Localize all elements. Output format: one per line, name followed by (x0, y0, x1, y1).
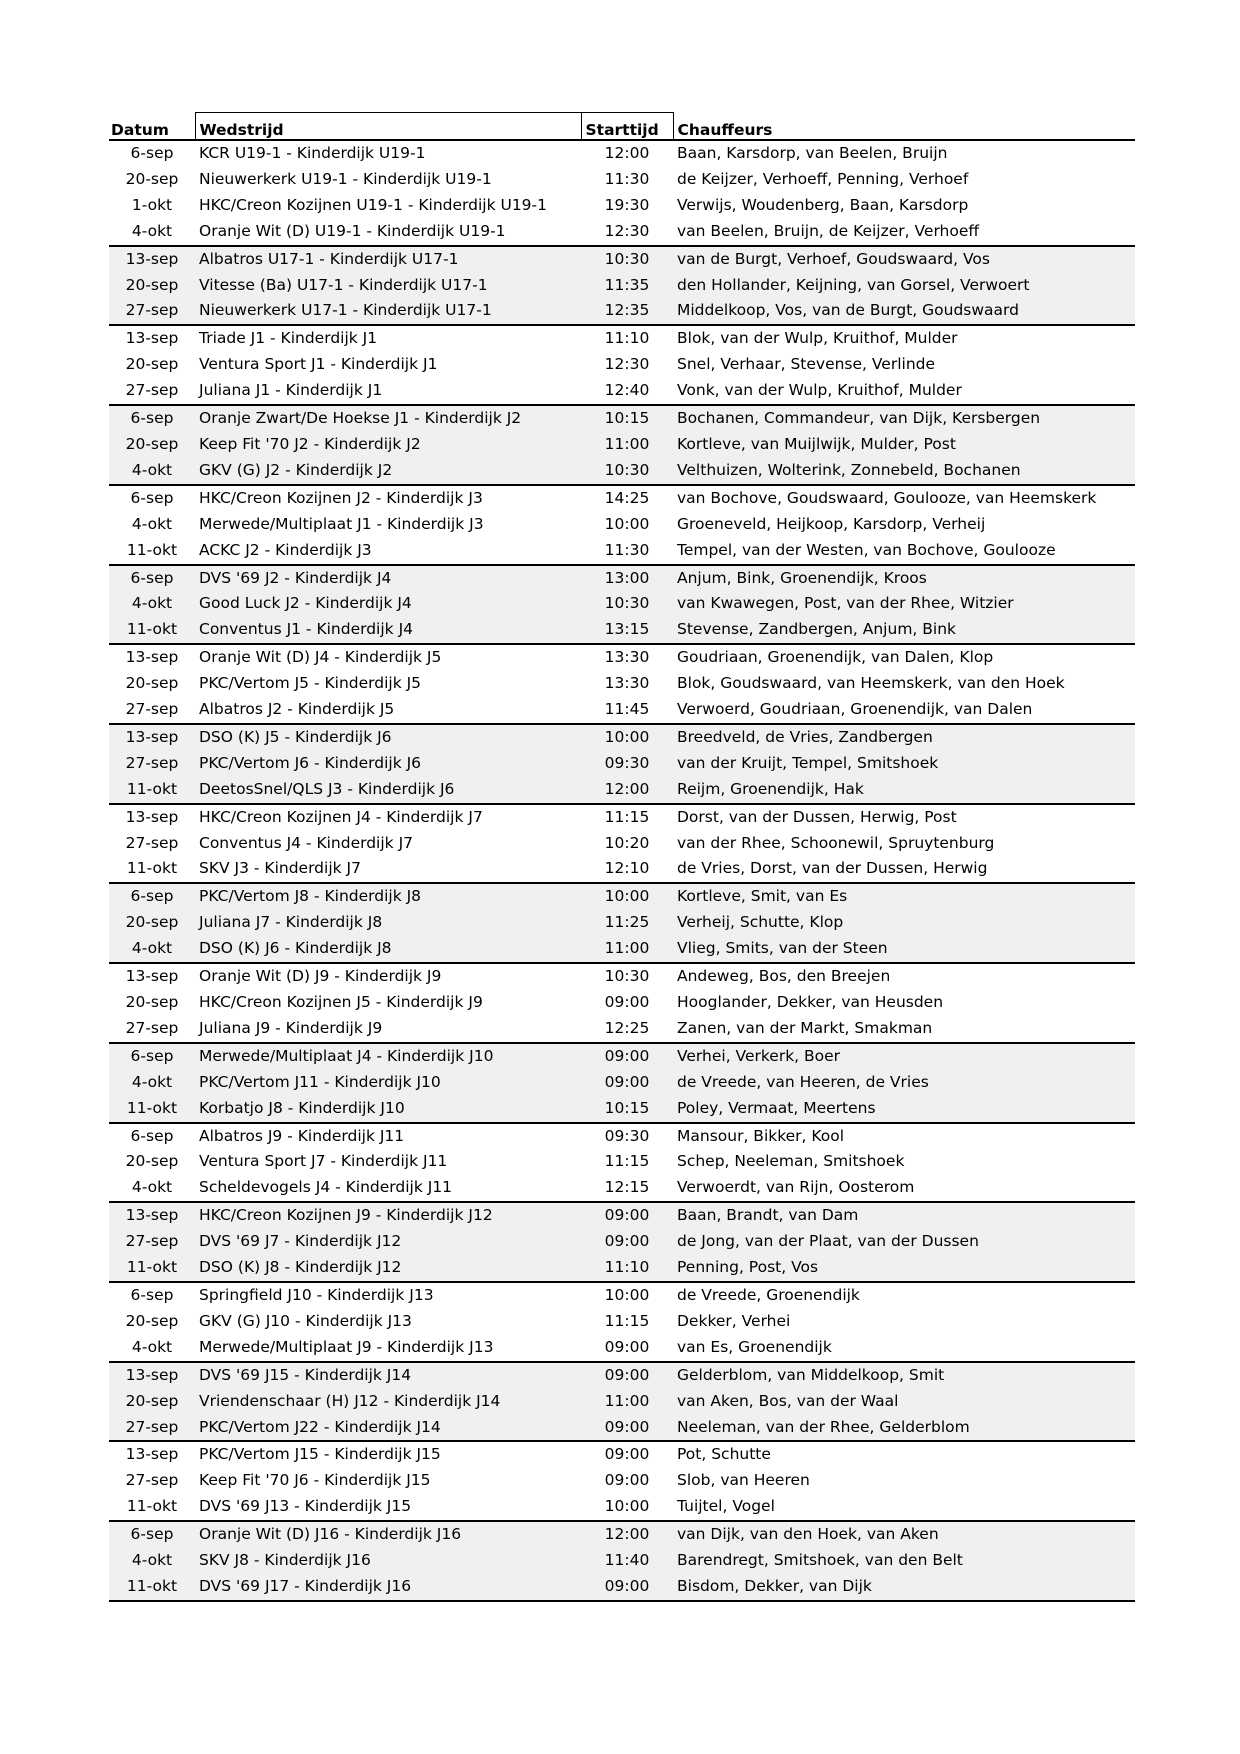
match-cell: DVS '69 J13 - Kinderdijk J15 (199, 1497, 412, 1516)
table-row (109, 1229, 1135, 1255)
date-cell: 6-sep (109, 1521, 195, 1548)
match-cell: HKC/Creon Kozijnen J5 - Kinderdijk J9 (199, 993, 483, 1011)
match-cell: PKC/Vertom J5 - Kinderdijk J5 (199, 674, 422, 693)
date-cell: 6-sep (130, 144, 174, 162)
date-cell: 20-sep (125, 355, 179, 374)
time-cell: 09:30 (581, 1123, 673, 1150)
match-cell: KCR U19-1 - Kinderdijk U19-1 (199, 144, 426, 162)
drivers-cell: Verheij, Schutte, Klop (673, 910, 1135, 936)
drivers-cell: Blok, van der Wulp, Kruithof, Mulder (673, 325, 1135, 352)
date-cell: 20-sep (125, 169, 179, 188)
time-cell: 09:00 (581, 1441, 673, 1468)
time-cell: 10:15 (581, 1096, 673, 1123)
drivers-cell: Tuijtel, Vogel (677, 1497, 775, 1516)
drivers-cell: van der Rhee, Schoonewil, Spruytenburg (677, 833, 995, 852)
table-row (109, 432, 1135, 458)
table-row (109, 831, 1135, 857)
match-cell: HKC/Creon Kozijnen J4 - Kinderdijk J7 (195, 804, 581, 831)
match-cell: Nieuwerkerk U19-1 - Kinderdijk U19-1 (199, 169, 492, 188)
match-cell: Oranje Wit (D) J4 - Kinderdijk J5 (195, 644, 581, 671)
match-cell: Vitesse (Ba) U17-1 - Kinderdijk U17-1 (195, 273, 581, 299)
table-row (109, 644, 1135, 671)
drivers-cell: Blok, Goudswaard, van Heemskerk, van den Hoek (677, 674, 1065, 693)
time-cell: 09:00 (581, 1202, 673, 1229)
time-cell: 09:00 (581, 1229, 673, 1255)
time-cell: 11:15 (604, 1311, 650, 1330)
match-cell: DVS '69 J15 - Kinderdijk J14 (195, 1362, 581, 1389)
table-row (109, 963, 1135, 990)
time-cell: 11:45 (604, 700, 650, 719)
time-cell: 11:35 (581, 273, 673, 299)
drivers-cell: van Es, Groenendijk (677, 1337, 832, 1356)
drivers-cell: Anjum, Bink, Groenendijk, Kroos (673, 565, 1135, 592)
drivers-cell: Verwijs, Woudenberg, Baan, Karsdorp (677, 195, 969, 214)
drivers-cell: van Beelen, Bruijn, de Keijzer, Verhoeff (677, 221, 980, 240)
time-cell: 11:15 (581, 804, 673, 831)
table-row (109, 246, 1135, 273)
match-cell: Oranje Wit (D) U19-1 - Kinderdijk U19-1 (199, 221, 506, 240)
drivers-cell: Bochanen, Commandeur, van Dijk, Kersbergen (673, 405, 1135, 432)
table-row (109, 1282, 1135, 1309)
drivers-cell: Kortleve, van Muijlwijk, Mulder, Post (673, 432, 1135, 458)
date-cell: 4-okt (109, 1548, 195, 1574)
time-cell: 10:00 (581, 724, 673, 751)
time-cell: 12:00 (581, 777, 673, 804)
table-row (109, 458, 1135, 485)
time-cell: 09:00 (581, 1415, 673, 1442)
table-row (109, 512, 1135, 538)
time-cell: 14:25 (581, 485, 673, 512)
date-cell: 13-sep (109, 724, 195, 751)
date-cell: 20-sep (109, 432, 195, 458)
table-row (109, 298, 1135, 325)
time-cell: 09:30 (581, 751, 673, 777)
match-cell: Conventus J1 - Kinderdijk J4 (195, 617, 581, 644)
drivers-cell: Verhei, Verkerk, Boer (673, 1043, 1135, 1070)
table-row (109, 1043, 1135, 1070)
date-cell: 11-okt (109, 1574, 195, 1601)
match-cell: DeetosSnel/QLS J3 - Kinderdijk J6 (195, 777, 581, 804)
drivers-cell: de Vries, Dorst, van der Dussen, Herwig (677, 859, 988, 878)
date-cell: 4-okt (131, 1337, 173, 1356)
drivers-cell: den Hollander, Keijning, van Gorsel, Verwoert (673, 273, 1135, 299)
match-cell: DSO (K) J8 - Kinderdijk J12 (195, 1255, 581, 1282)
header-row (109, 113, 1135, 141)
time-cell: 09:00 (604, 993, 650, 1011)
date-cell: 20-sep (109, 273, 195, 299)
header-match: Wedstrijd (195, 113, 581, 141)
date-cell: 11-okt (126, 859, 178, 878)
match-cell: Good Luck J2 - Kinderdijk J4 (195, 591, 581, 617)
table-row (109, 352, 1135, 378)
drivers-cell: Poley, Vermaat, Meertens (673, 1096, 1135, 1123)
match-cell: PKC/Vertom J15 - Kinderdijk J15 (195, 1441, 581, 1468)
date-cell: 6-sep (109, 565, 195, 592)
table-row (109, 697, 1135, 724)
header-drivers: Chauffeurs (673, 113, 1135, 141)
table-row (109, 1149, 1135, 1175)
drivers-cell: Vonk, van der Wulp, Kruithof, Mulder (677, 381, 962, 400)
drivers-cell: van Bochove, Goudswaard, Goulooze, van Heemskerk (673, 485, 1135, 512)
match-cell: GKV (G) J10 - Kinderdijk J13 (199, 1311, 412, 1330)
time-cell: 12:00 (604, 144, 650, 162)
time-cell: 11:30 (604, 540, 650, 559)
drivers-cell: Verwoerd, Goudriaan, Groenendijk, van Dalen (677, 700, 1033, 719)
match-cell: DSO (K) J6 - Kinderdijk J8 (195, 936, 581, 963)
drivers-cell: Kortleve, Smit, van Es (673, 883, 1135, 910)
table-row (109, 751, 1135, 777)
date-cell: 11-okt (126, 540, 178, 559)
time-cell: 12:40 (604, 381, 650, 400)
drivers-cell: Bisdom, Dekker, van Dijk (673, 1574, 1135, 1601)
time-cell: 11:10 (581, 1255, 673, 1282)
time-cell: 12:30 (604, 355, 650, 374)
match-cell: Merwede/Multiplaat J9 - Kinderdijk J13 (199, 1337, 494, 1356)
drivers-cell: Goudriaan, Groenendijk, van Dalen, Klop (673, 644, 1135, 671)
table-row (109, 936, 1135, 963)
match-cell: SKV J3 - Kinderdijk J7 (199, 859, 361, 878)
drivers-cell: Schep, Neeleman, Smitshoek (677, 1152, 905, 1171)
date-cell: 20-sep (125, 1152, 179, 1171)
date-cell: 4-okt (131, 221, 173, 240)
table-row (109, 378, 1135, 405)
table-row (109, 1362, 1135, 1389)
date-cell: 11-okt (109, 1255, 195, 1282)
time-cell: 11:00 (581, 1389, 673, 1415)
time-cell: 11:30 (604, 169, 650, 188)
drivers-cell: van der Kruijt, Tempel, Smitshoek (673, 751, 1135, 777)
date-cell: 6-sep (109, 883, 195, 910)
date-cell: 13-sep (109, 1202, 195, 1229)
table-row (109, 1175, 1135, 1202)
match-cell: Triade J1 - Kinderdijk J1 (195, 325, 581, 352)
match-cell: Juliana J1 - Kinderdijk J1 (199, 381, 383, 400)
time-cell: 13:15 (581, 617, 673, 644)
time-cell: 13:30 (581, 644, 673, 671)
match-cell: Oranje Wit (D) J9 - Kinderdijk J9 (195, 963, 581, 990)
time-cell: 09:00 (581, 1043, 673, 1070)
time-cell: 10:30 (581, 591, 673, 617)
schedule-table (109, 112, 1135, 1602)
header-date: Datum (109, 113, 195, 141)
date-cell: 13-sep (109, 325, 195, 352)
time-cell: 10:30 (581, 246, 673, 273)
drivers-cell: van de Burgt, Verhoef, Goudswaard, Vos (673, 246, 1135, 273)
table-row (109, 140, 1135, 167)
time-cell: 10:00 (604, 514, 650, 533)
date-cell: 20-sep (109, 1389, 195, 1415)
drivers-cell: Gelderblom, van Middelkoop, Smit (673, 1362, 1135, 1389)
match-cell: Juliana J7 - Kinderdijk J8 (195, 910, 581, 936)
drivers-cell: Snel, Verhaar, Stevense, Verlinde (677, 355, 936, 374)
match-cell: SKV J8 - Kinderdijk J16 (195, 1548, 581, 1574)
time-cell: 12:30 (604, 221, 650, 240)
match-cell: Keep Fit '70 J6 - Kinderdijk J15 (199, 1471, 431, 1490)
match-cell: Juliana J9 - Kinderdijk J9 (199, 1018, 383, 1037)
match-cell: GKV (G) J2 - Kinderdijk J2 (195, 458, 581, 485)
time-cell: 10:00 (581, 1282, 673, 1309)
drivers-cell: Zanen, van der Markt, Smakman (677, 1018, 933, 1037)
drivers-cell: Verwoerdt, van Rijn, Oosterom (677, 1178, 915, 1197)
date-cell: 27-sep (109, 1415, 195, 1442)
drivers-cell: Breedveld, de Vries, Zandbergen (673, 724, 1135, 751)
match-cell: Albatros U17-1 - Kinderdijk U17-1 (195, 246, 581, 273)
table-row (109, 777, 1135, 804)
match-cell: PKC/Vertom J6 - Kinderdijk J6 (195, 751, 581, 777)
match-cell: DSO (K) J5 - Kinderdijk J6 (195, 724, 581, 751)
drivers-cell: Stevense, Zandbergen, Anjum, Bink (673, 617, 1135, 644)
date-cell: 13-sep (109, 1441, 195, 1468)
drivers-cell: de Vreede, Groenendijk (673, 1282, 1135, 1309)
time-cell: 10:15 (581, 405, 673, 432)
date-cell: 6-sep (109, 405, 195, 432)
drivers-cell: Hooglander, Dekker, van Heusden (677, 993, 944, 1011)
match-cell: Springfield J10 - Kinderdijk J13 (195, 1282, 581, 1309)
time-cell: 12:35 (581, 298, 673, 325)
time-cell: 10:30 (581, 963, 673, 990)
table-row (109, 167, 1135, 193)
date-cell: 13-sep (109, 246, 195, 273)
table-row (109, 1441, 1135, 1468)
table-row (109, 1070, 1135, 1096)
date-cell: 4-okt (109, 1070, 195, 1096)
table-row (109, 1096, 1135, 1123)
header-time: Starttijd (581, 113, 673, 141)
date-cell: 27-sep (109, 298, 195, 325)
table-row (109, 910, 1135, 936)
date-cell: 27-sep (109, 751, 195, 777)
date-cell: 6-sep (109, 485, 195, 512)
time-cell: 12:10 (604, 859, 650, 878)
time-cell: 11:15 (604, 1152, 650, 1171)
match-cell: HKC/Creon Kozijnen J2 - Kinderdijk J3 (195, 485, 581, 512)
date-cell: 1-okt (131, 195, 173, 214)
match-cell: Merwede/Multiplaat J1 - Kinderdijk J3 (199, 514, 484, 533)
table-row (109, 538, 1135, 565)
table-row (109, 1521, 1135, 1548)
time-cell: 09:00 (581, 1362, 673, 1389)
table-row (109, 1389, 1135, 1415)
match-cell: Oranje Zwart/De Hoekse J1 - Kinderdijk J2 (195, 405, 581, 432)
time-cell: 12:15 (604, 1178, 650, 1197)
date-cell: 27-sep (125, 700, 179, 719)
table-row (109, 1415, 1135, 1442)
drivers-cell: Andeweg, Bos, den Breejen (673, 963, 1135, 990)
table-row (109, 1335, 1135, 1362)
drivers-cell: Velthuizen, Wolterink, Zonnebeld, Bochanen (673, 458, 1135, 485)
drivers-cell: Barendregt, Smitshoek, van den Belt (673, 1548, 1135, 1574)
time-cell: 10:00 (604, 1497, 650, 1516)
drivers-cell: Neeleman, van der Rhee, Gelderblom (673, 1415, 1135, 1442)
date-cell: 27-sep (125, 1471, 179, 1490)
table-row (109, 804, 1135, 831)
date-cell: 6-sep (109, 1282, 195, 1309)
date-cell: 20-sep (109, 910, 195, 936)
match-cell: ACKC J2 - Kinderdijk J3 (199, 540, 372, 559)
date-cell: 11-okt (109, 617, 195, 644)
date-cell: 13-sep (109, 644, 195, 671)
table-row (109, 405, 1135, 432)
table-row (109, 591, 1135, 617)
date-cell: 4-okt (109, 591, 195, 617)
time-cell: 19:30 (604, 195, 650, 214)
match-cell: PKC/Vertom J22 - Kinderdijk J14 (195, 1415, 581, 1442)
drivers-cell: Dekker, Verhei (677, 1311, 791, 1330)
time-cell: 10:00 (581, 883, 673, 910)
time-cell: 13:00 (581, 565, 673, 592)
date-cell: 11-okt (109, 777, 195, 804)
date-cell: 27-sep (125, 381, 179, 400)
match-cell: HKC/Creon Kozijnen J9 - Kinderdijk J12 (195, 1202, 581, 1229)
drivers-cell: van Kwawegen, Post, van der Rhee, Witzier (673, 591, 1135, 617)
date-cell: 4-okt (131, 1178, 173, 1197)
drivers-cell: Baan, Karsdorp, van Beelen, Bruijn (677, 144, 948, 162)
match-cell: HKC/Creon Kozijnen U19-1 - Kinderdijk U19-1 (199, 195, 547, 214)
match-cell: PKC/Vertom J11 - Kinderdijk J10 (195, 1070, 581, 1096)
drivers-cell: Slob, van Heeren (677, 1471, 810, 1490)
time-cell: 13:30 (604, 674, 650, 693)
match-cell: Nieuwerkerk U17-1 - Kinderdijk U17-1 (195, 298, 581, 325)
match-cell: Keep Fit '70 J2 - Kinderdijk J2 (195, 432, 581, 458)
date-cell: 11-okt (126, 1497, 178, 1516)
table-row (109, 219, 1135, 246)
drivers-cell: Tempel, van der Westen, van Bochove, Goulooze (677, 540, 1056, 559)
drivers-cell: de Vreede, van Heeren, de Vries (673, 1070, 1135, 1096)
time-cell: 12:25 (604, 1018, 650, 1037)
drivers-cell: van Dijk, van den Hoek, van Aken (673, 1521, 1135, 1548)
time-cell: 10:20 (604, 833, 650, 852)
date-cell: 4-okt (131, 514, 173, 533)
match-cell: Scheldevogels J4 - Kinderdijk J11 (199, 1178, 453, 1197)
match-cell: Merwede/Multiplaat J4 - Kinderdijk J10 (195, 1043, 581, 1070)
date-cell: 20-sep (125, 993, 179, 1011)
match-cell: Albatros J2 - Kinderdijk J5 (199, 700, 395, 719)
match-cell: Ventura Sport J1 - Kinderdijk J1 (199, 355, 438, 374)
time-cell: 09:00 (604, 1471, 650, 1490)
drivers-cell: Middelkoop, Vos, van de Burgt, Goudswaard (673, 298, 1135, 325)
drivers-cell: Groeneveld, Heijkoop, Karsdorp, Verheij (677, 514, 986, 533)
date-cell: 4-okt (109, 936, 195, 963)
table-row (109, 1123, 1135, 1150)
match-cell: Vriendenschaar (H) J12 - Kinderdijk J14 (195, 1389, 581, 1415)
table-row (109, 1494, 1135, 1521)
time-cell: 09:00 (581, 1070, 673, 1096)
match-cell: PKC/Vertom J8 - Kinderdijk J8 (195, 883, 581, 910)
match-cell: Oranje Wit (D) J16 - Kinderdijk J16 (195, 1521, 581, 1548)
time-cell: 11:40 (581, 1548, 673, 1574)
time-cell: 10:30 (581, 458, 673, 485)
table-row (109, 856, 1135, 883)
match-cell: Korbatjo J8 - Kinderdijk J10 (195, 1096, 581, 1123)
drivers-cell: Pot, Schutte (673, 1441, 1135, 1468)
drivers-cell: Baan, Brandt, van Dam (673, 1202, 1135, 1229)
table-row (109, 1574, 1135, 1601)
time-cell: 11:10 (581, 325, 673, 352)
table-row (109, 724, 1135, 751)
schedule-sheet (109, 112, 1135, 1602)
drivers-cell: van Aken, Bos, van der Waal (673, 1389, 1135, 1415)
date-cell: 13-sep (109, 1362, 195, 1389)
table-row (109, 617, 1135, 644)
time-cell: 12:00 (581, 1521, 673, 1548)
table-row (109, 1016, 1135, 1043)
time-cell: 11:00 (581, 432, 673, 458)
match-cell: DVS '69 J7 - Kinderdijk J12 (195, 1229, 581, 1255)
match-cell: Albatros J9 - Kinderdijk J11 (195, 1123, 581, 1150)
table-row (109, 325, 1135, 352)
drivers-cell: Reijm, Groenendijk, Hak (673, 777, 1135, 804)
time-cell: 11:00 (581, 936, 673, 963)
table-row (109, 1548, 1135, 1574)
drivers-cell: Mansour, Bikker, Kool (673, 1123, 1135, 1150)
date-cell: 20-sep (125, 674, 179, 693)
table-row (109, 273, 1135, 299)
date-cell: 20-sep (125, 1311, 179, 1330)
date-cell: 13-sep (109, 804, 195, 831)
schedule-body (109, 140, 1135, 1601)
table-row (109, 1309, 1135, 1335)
match-cell: Conventus J4 - Kinderdijk J7 (199, 833, 414, 852)
match-cell: DVS '69 J17 - Kinderdijk J16 (195, 1574, 581, 1601)
drivers-cell: de Jong, van der Plaat, van der Dussen (673, 1229, 1135, 1255)
match-cell: DVS '69 J2 - Kinderdijk J4 (195, 565, 581, 592)
drivers-cell: Vlieg, Smits, van der Steen (673, 936, 1135, 963)
date-cell: 6-sep (109, 1043, 195, 1070)
date-cell: 27-sep (125, 1018, 179, 1037)
date-cell: 27-sep (125, 833, 179, 852)
table-row (109, 1468, 1135, 1494)
date-cell: 11-okt (109, 1096, 195, 1123)
drivers-cell: de Keijzer, Verhoeff, Penning, Verhoef (677, 169, 969, 188)
time-cell: 09:00 (604, 1337, 650, 1356)
table-row (109, 883, 1135, 910)
table-row (109, 1255, 1135, 1282)
table-row (109, 485, 1135, 512)
drivers-cell: Penning, Post, Vos (673, 1255, 1135, 1282)
table-row (109, 990, 1135, 1016)
date-cell: 4-okt (109, 458, 195, 485)
date-cell: 27-sep (109, 1229, 195, 1255)
match-cell: Ventura Sport J7 - Kinderdijk J11 (199, 1152, 448, 1171)
table-row (109, 565, 1135, 592)
time-cell: 09:00 (581, 1574, 673, 1601)
table-row (109, 671, 1135, 697)
table-row (109, 1202, 1135, 1229)
drivers-cell: Dorst, van der Dussen, Herwig, Post (673, 804, 1135, 831)
table-row (109, 193, 1135, 219)
date-cell: 13-sep (109, 963, 195, 990)
date-cell: 6-sep (109, 1123, 195, 1150)
time-cell: 11:25 (581, 910, 673, 936)
